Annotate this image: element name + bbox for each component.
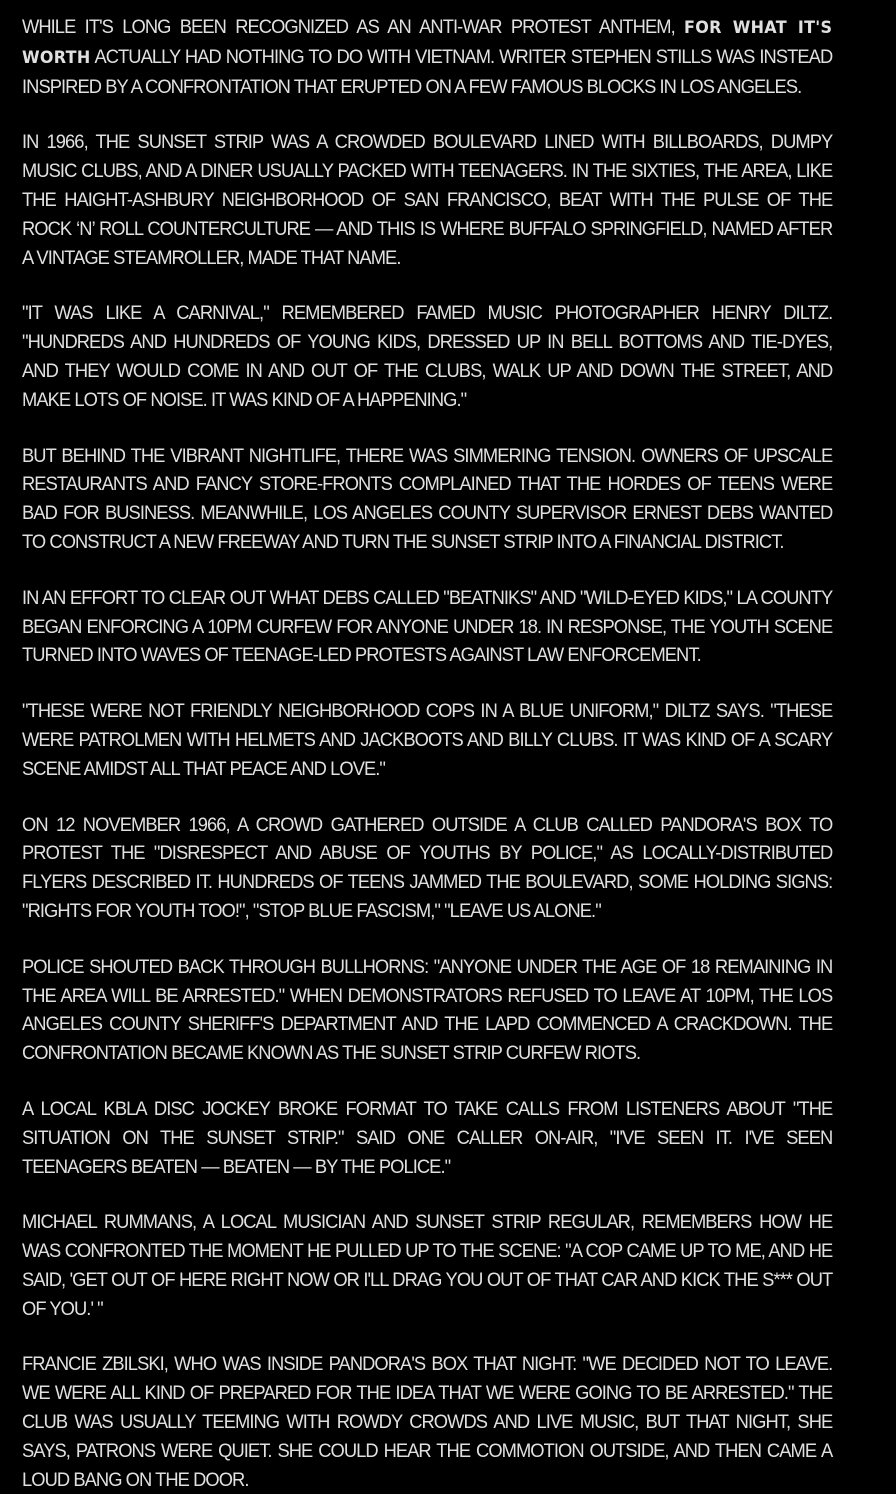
intro-text-continued: ACTUALLY HAD NOTHING TO DO WITH VIETNAM. WRITER STEPHEN STILLS WAS INSTEAD INSPIRED BY A CONFRONTATION THAT ERUPTED ON A FEW FAMOUS BLOCKS IN LOS ANGELES.: [22, 45, 833, 98]
paragraph-intro: [22, 13, 832, 101]
intro-text: WHILE IT'S LONG BEEN RECOGNIZED AS AN ANTI-WAR PROTEST ANTHEM,: [22, 16, 685, 38]
paragraph-sunset-strip: IN 1966, THE SUNSET STRIP WAS A CROWDED BOULEVARD LINED WITH BILLBOARDS, DUMPY MUSIC CLUBS, AND A DINER USUALLY PACKED WITH TEENAGERS. IN THE SIXTIES, THE AREA, LIKE THE HAIGHT-ASHBURY NEIGHBORHOOD OF SAN FRANCISCO, BEAT WITH THE PULSE OF THE ROCK ‘N’ ROLL COUNTERCULTURE — AND THIS IS WHERE BUFFALO SPRINGFIELD, NAMED AFTER A VINTAGE STEAMROLLER, MADE THAT NAME.: [22, 131, 833, 269]
paragraph-zbilski: FRANCIE ZBILSKI, WHO WAS INSIDE PANDORA'S BOX THAT NIGHT: "WE DECIDED NOT TO LEAVE. WE WERE ALL KIND OF PREPARED FOR THE IDEA THAT WE WERE GOING TO BE ARRESTED." THE CLUB WAS USUALLY TEEMING WITH ROWDY CROWDS AND LIVE MUSIC, BUT THAT NIGHT, SHE SAYS, PATRONS WERE QUIET. SHE COULD HEAR THE COMMOTION OUTSIDE, AND THEN CAME A LOUD BANG ON THE DOOR.: [22, 1353, 833, 1491]
paragraph-rummans: MICHAEL RUMMANS, A LOCAL MUSICIAN AND SUNSET STRIP REGULAR, REMEMBERS HOW HE WAS CONFRONTED THE MOMENT HE PULLED UP TO THE SCENE: "A COP CAME UP TO ME, AND HE SAID, 'GET OUT OF HERE RIGHT NOW OR I'LL DRAG YOU OUT OF THAT CAR AND KICK THE S*** OUT OF YOU.' ": [22, 1211, 833, 1320]
paragraph-tension: BUT BEHIND THE VIBRANT NIGHTLIFE, THERE WAS SIMMERING TENSION. OWNERS OF UPSCALE RESTAURANTS AND FANCY STORE-FRONTS COMPLAINED THAT THE HORDES OF TEENS WERE BAD FOR BUSINESS. MEANWHILE, LOS ANGELES COUNTY SUPERVISOR ERNEST DEBS WANTED TO CONSTRUCT A NEW FREEWAY AND TURN THE SUNSET STRIP INTO A FINANCIAL DISTRICT.: [22, 444, 833, 553]
paragraph-curfew: IN AN EFFORT TO CLEAR OUT WHAT DEBS CALLED "BEATNIKS" AND "WILD-EYED KIDS," LA COUNTY BEGAN ENFORCING A 10PM CURFEW FOR ANYONE UNDER 18. IN RESPONSE, THE YOUTH SCENE TURNED INTO WAVES OF TEENAGE-LED PROTESTS AGAINST LAW ENFORCEMENT.: [22, 586, 833, 667]
paragraph-kbla: A LOCAL KBLA DISC JOCKEY BROKE FORMAT TO TAKE CALLS FROM LISTENERS ABOUT "THE SITUATION ON THE SUNSET STRIP." SAID ONE CALLER ON-AIR, "I'VE SEEN IT. I'VE SEEN TEENAGERS BEATEN — BEATEN — BY THE POLICE.": [22, 1097, 833, 1178]
paragraph-diltz-carnival: "IT WAS LIKE A CARNIVAL," REMEMBERED FAMED MUSIC PHOTOGRAPHER HENRY DILTZ. "HUNDREDS AND HUNDREDS OF YOUNG KIDS, DRESSED UP IN BELL BOTTOMS AND TIE-DYES, AND THEY WOULD COME IN AND OUT OF THE CLUBS, WALK UP AND DOWN THE STREET, AND MAKE LOTS OF NOISE. IT WAS KIND OF A HAPPENING.": [22, 302, 833, 411]
paragraph-protest: ON 12 NOVEMBER 1966, A CROWD GATHERED OUTSIDE A CLUB CALLED PANDORA'S BOX TO PROTEST THE "DISRESPECT AND ABUSE OF YOUTHS BY POLICE," AS LOCALLY-DISTRIBUTED FLYERS DESCRIBED IT. HUNDREDS OF TEENS JAMMED THE BOULEVARD, SOME HOLDING SIGNS: "RIGHTS FOR YOUTH TOO!", "STOP BLUE FASCISM," "LEAVE US ALONE.": [22, 813, 833, 922]
paragraph-crackdown: POLICE SHOUTED BACK THROUGH BULLHORNS: "ANYONE UNDER THE AGE OF 18 REMAINING IN THE AREA WILL BE ARRESTED." WHEN DEMONSTRATORS REFUSED TO LEAVE AT 10PM, THE LOS ANGELES COUNTY SHERIFF'S DEPARTMENT AND THE LAPD COMMENCED A CRACKDOWN. THE CONFRONTATION BECAME KNOWN AS THE SUNSET STRIP CURFEW RIOTS.: [22, 955, 833, 1065]
song-title: FOR WHAT IT'S WORTH: [22, 18, 833, 68]
paragraph-diltz-cops: "THESE WERE NOT FRIENDLY NEIGHBORHOOD COPS IN A BLUE UNIFORM," DILTZ SAYS. "THESE WERE PATROLMEN WITH HELMETS AND JACKBOOTS AND BILLY CLUBS. IT WAS KIND OF A SCARY SCENE AMIDST ALL THAT PEACE AND LOVE.": [22, 700, 833, 780]
article-body: [22, 13, 832, 1494]
